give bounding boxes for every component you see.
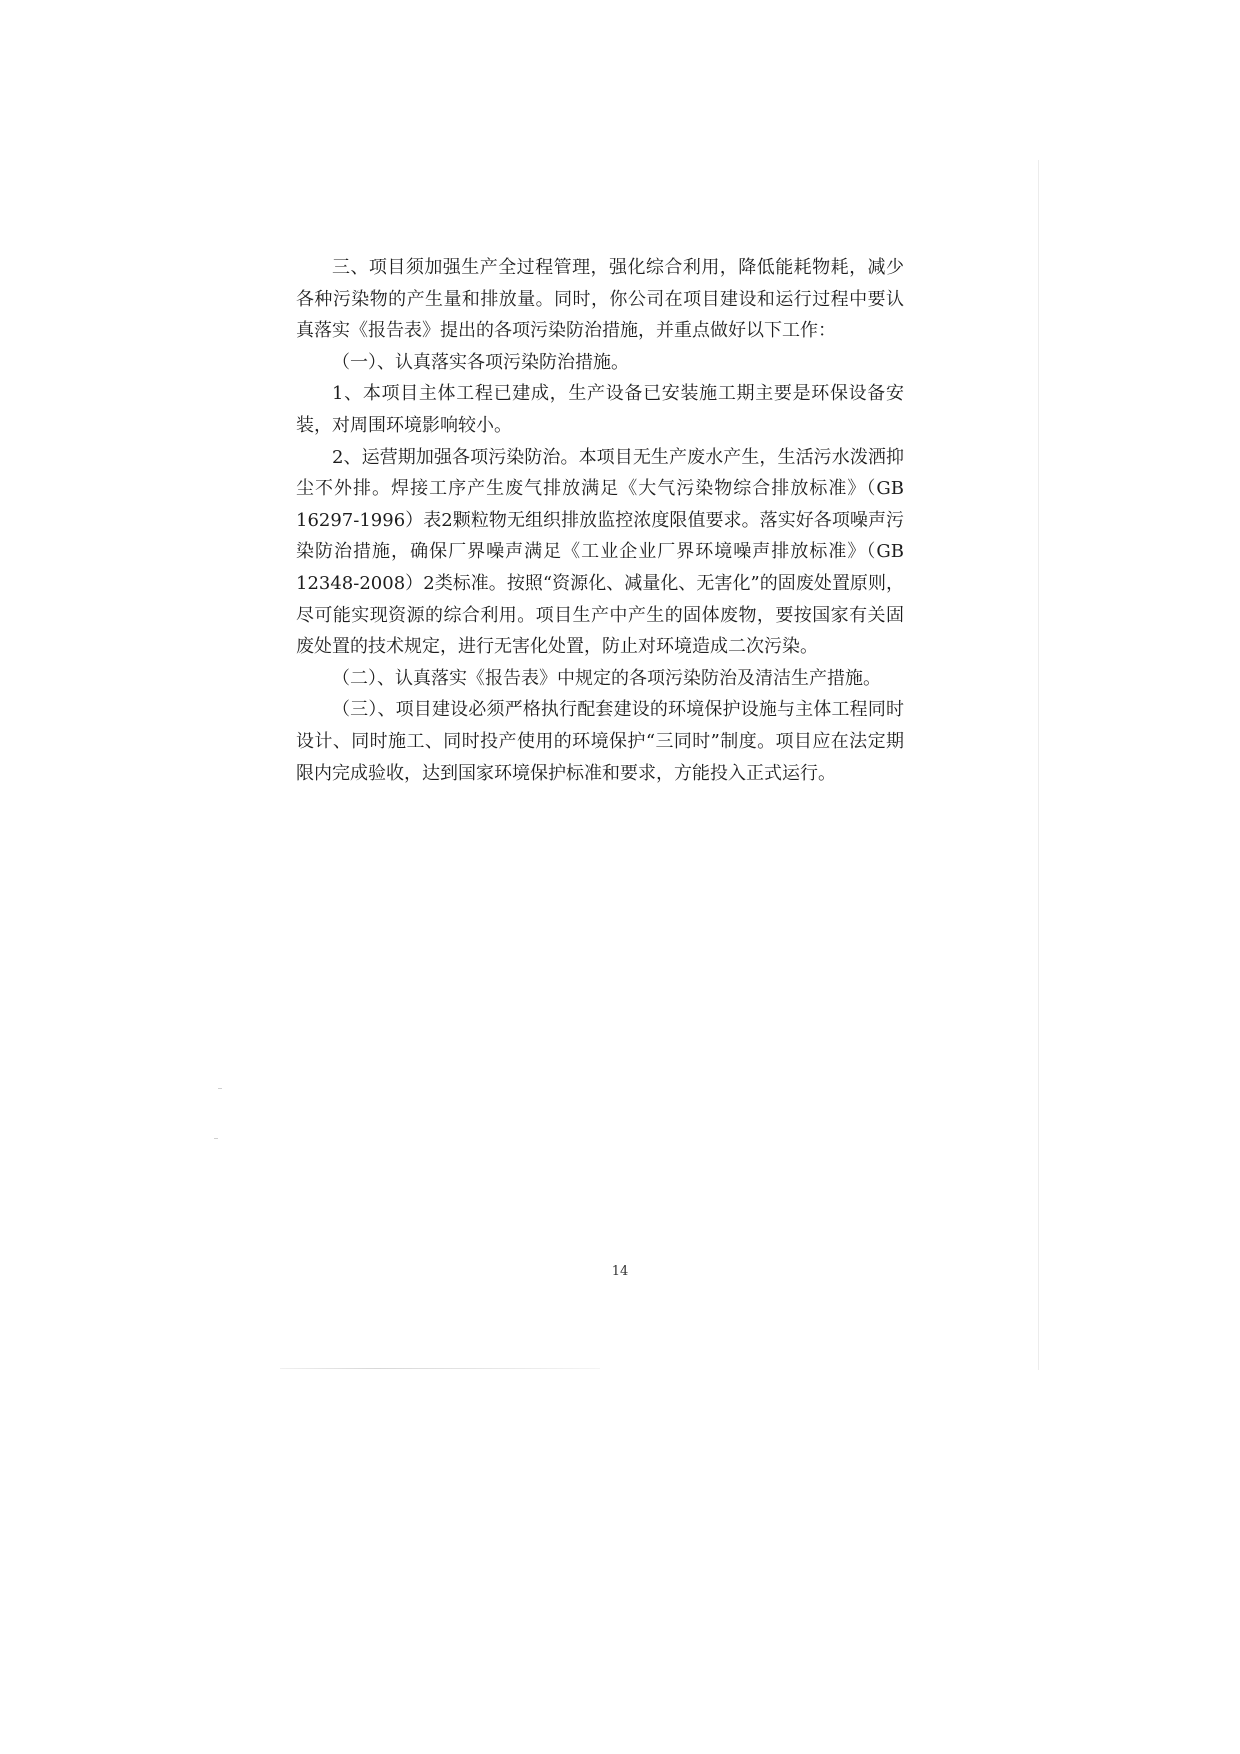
paragraph-item-three: （三）、项目建设必须严格执行配套建设的环境保护设施与主体工程同时设计、同时施工、同时投产使用的环境保护“三同时”制度。项目应在法定期限内完成验收，达到国家环境保护标准和要求，方能投入正式运行。 — [296, 699, 904, 784]
paragraph-item-two: （二）、认真落实《报告表》中规定的各项污染防治及清洁生产措施。 — [332, 667, 881, 689]
paragraph-construction-period: 1、本项目主体工程已建成，生产设备已安装施工期主要是环保设备安装，对周围环境影响较小。 — [296, 383, 904, 436]
scan-edge-right — [1038, 160, 1039, 1370]
paragraph-section-three: 三、项目须加强生产全过程管理，强化综合利用，降低能耗物耗，减少各种污染物的产生量和排放量。同时，你公司在项目建设和运行过程中要认真落实《报告表》提出的各项污染防治措施，并重点做好以下工作： — [296, 257, 904, 342]
scan-speck — [214, 1138, 218, 1139]
scan-edge-bottom — [280, 1368, 600, 1369]
scan-speck — [218, 1088, 222, 1089]
document-body — [296, 252, 904, 789]
page-number: 14 — [611, 1264, 629, 1279]
paragraph-operation-period: 2、运营期加强各项污染防治。本项目无生产废水产生，生活污水泼洒抑尘不外排。焊接工序产生废气排放满足《大气污染物综合排放标准》（GB 16297-1996）表2颗粒物无组织排放监控浓度限值要求。落实好各项噪声污染防治措施，确保厂界噪声满足《工业企业厂界环境噪声排放标准》（GB 12348-2008）2类标准。按照“资源化、减量化、无害化”的固废处置原则，尽可能实现资源的综合利用。项目生产中产生的固体废物，要按国家有关固废处置的技术规定，进行无害化处置，防止对环境造成二次污染。 — [296, 446, 904, 658]
paragraph-item-one-heading: （一）、认真落实各项污染防治措施。 — [332, 351, 629, 373]
